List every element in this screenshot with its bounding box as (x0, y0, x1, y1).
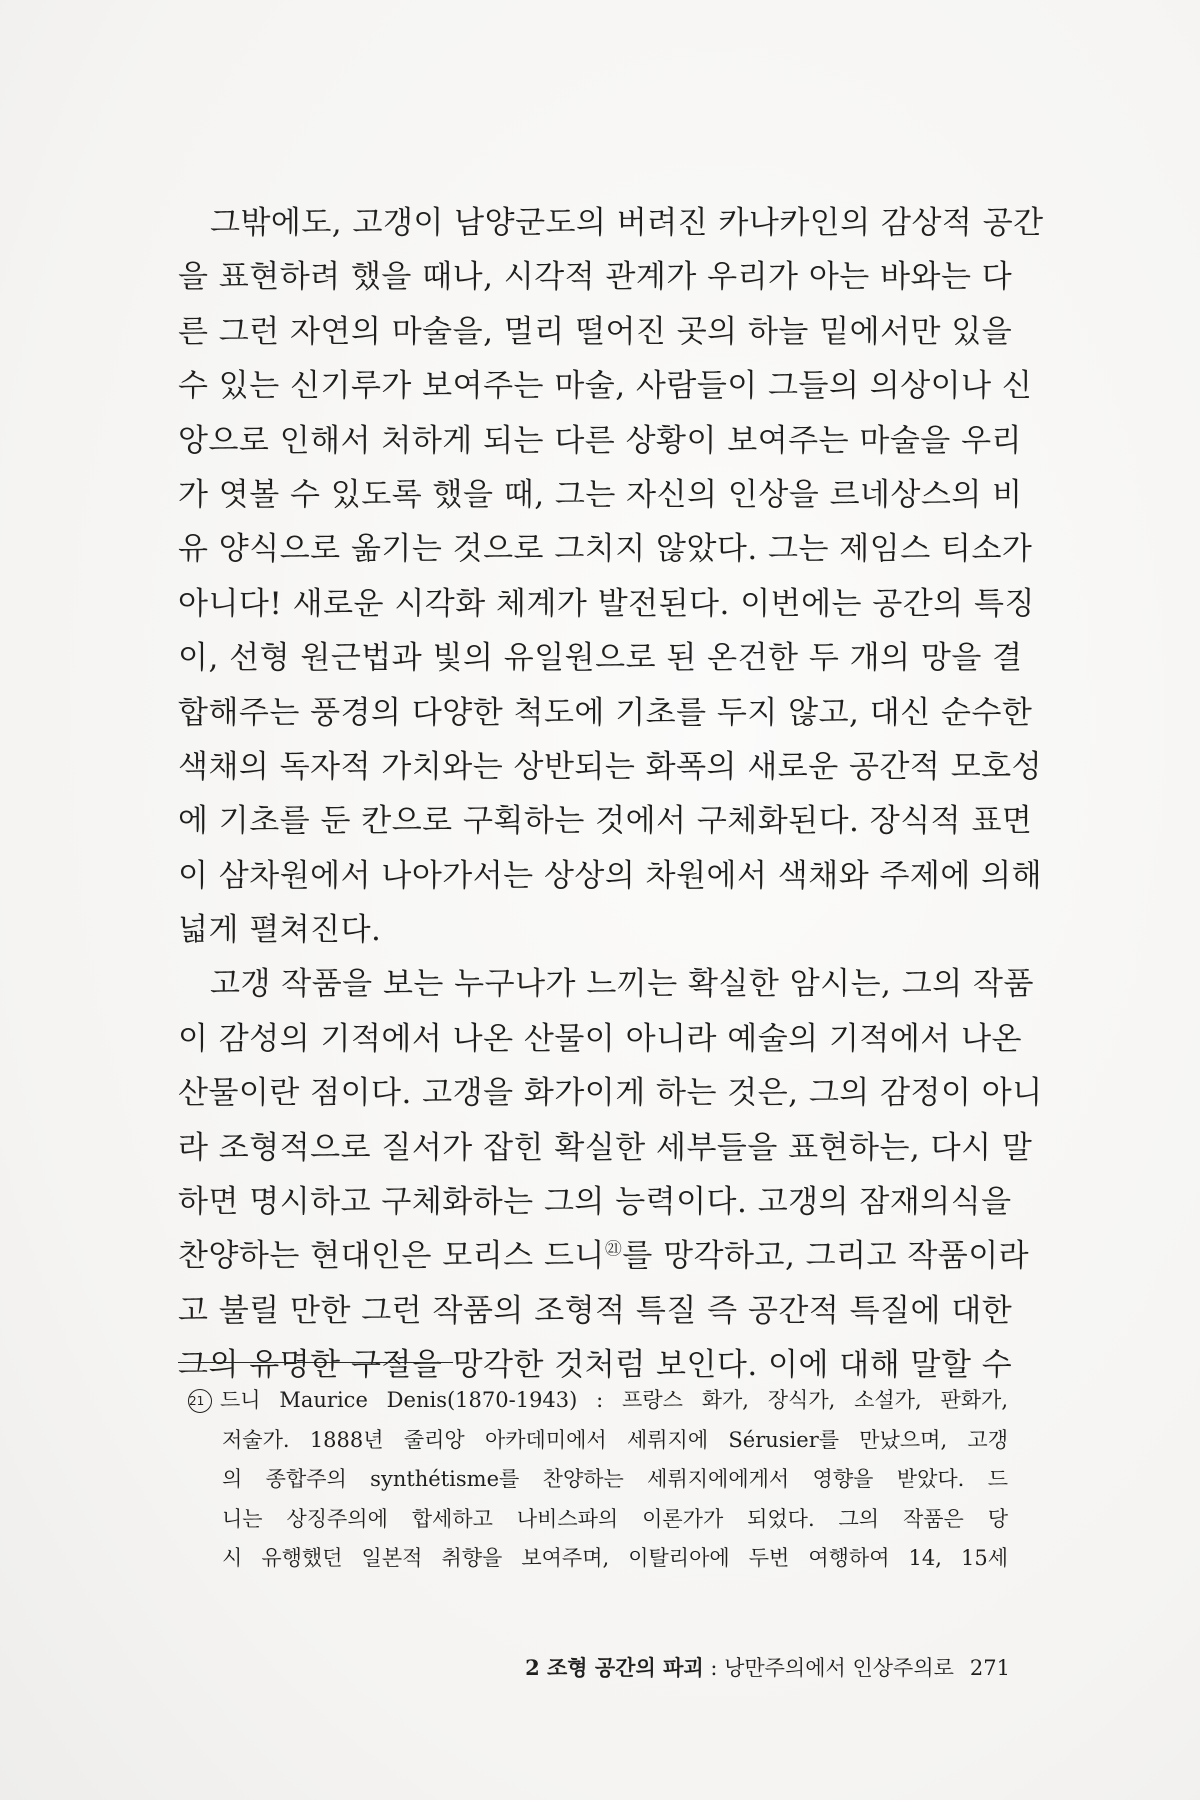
text-line: 에 기초를 둔 칸으로 구획하는 것에서 구체화된다. 장식적 표면 (178, 803, 1033, 840)
text-line: 수 있는 신기루가 보여주는 마술, 사람들이 그들의 의상이나 신 (178, 368, 1033, 405)
footer-separator: : (703, 1656, 725, 1680)
footnote-marker: 21 (188, 1389, 212, 1413)
text-line: 아니다! 새로운 시각화 체계가 발전된다. 이번에는 공간의 특징 (178, 585, 1035, 622)
body-text (178, 196, 1044, 1393)
chapter-title: 2 조형 공간의 파괴 (525, 1655, 704, 1680)
footnote-line: 저술가. 1888년 줄리앙 아카데미에서 세뤼지에 Sérusier를 만났으며, 고갱 (222, 1427, 1008, 1452)
text-line: 앙으로 인해서 처하게 되는 다른 상황이 보여주는 마술을 우리 (178, 422, 1022, 459)
page-number: 271 (969, 1656, 1010, 1680)
footnote-divider (178, 1362, 453, 1363)
paragraph-1 (178, 196, 1044, 957)
text-segment: 를 망각하고, 그리고 작품이라 (622, 1238, 1030, 1275)
text-line: 을 표현하려 했을 때나, 시각적 관계가 우리가 아는 바와는 다 (178, 259, 1013, 296)
text-line: 가 엿볼 수 있도록 했을 때, 그는 자신의 인상을 르네상스의 비 (178, 476, 1023, 513)
text-segment: 찬양하는 현대인은 모리스 드니 (178, 1238, 605, 1275)
footnote (188, 1381, 1008, 1579)
text-line: 고 불릴 만한 그런 작품의 조형적 특질 즉 공간적 특질에 대한 (178, 1292, 1013, 1329)
chapter-subtitle: 낭만주의에서 인상주의로 (724, 1656, 954, 1680)
text-line: 넓게 펼쳐진다. (178, 912, 382, 949)
footnote-text: 드니 Maurice Denis(1870-1943) : 프랑스 화가, 장식가, 소설가, 판화가, (220, 1388, 1008, 1412)
text-line-with-footnote-ref (178, 1229, 1030, 1283)
text-line: 이 삼차원에서 나아가서는 상상의 차원에서 색채와 주제에 의해 (178, 857, 1043, 894)
text-line: 합해주는 풍경의 다양한 척도에 기초를 두지 않고, 대신 순수한 (178, 694, 1033, 731)
footnote-line: 시 유행했던 일본적 취향을 보여주며, 이탈리아에 두번 여행하여 14, 15세 (222, 1546, 1008, 1571)
text-line: 색채의 독자적 가치와는 상반되는 화폭의 새로운 공간적 모호성 (178, 748, 1043, 785)
text-line: 유 양식으로 옮기는 것으로 그치지 않았다. 그는 제임스 티소가 (178, 531, 1033, 568)
paragraph-2 (178, 957, 1043, 1392)
text-line: 하면 명시하고 구체화하는 그의 능력이다. 고갱의 잠재의식을 (178, 1184, 1012, 1221)
text-line: 른 그런 자연의 마술을, 멀리 떨어진 곳의 하늘 밑에서만 있을 (178, 313, 1013, 350)
text-line: 이, 선형 원근법과 빛의 유일원으로 된 온건한 두 개의 망을 결 (178, 640, 1023, 677)
text-line: 이 감성의 기적에서 나온 산물이 아니라 예술의 기적에서 나온 (178, 1020, 1022, 1057)
footnote-reference[interactable]: ㉑ (604, 1240, 623, 1261)
text-line: 고갱 작품을 보는 누구나가 느끼는 확실한 암시는, 그의 작품 (210, 966, 1034, 1003)
text-line: 산물이란 점이다. 고갱을 화가이게 하는 것은, 그의 감정이 아니 (178, 1075, 1043, 1112)
text-line: 라 조형적으로 질서가 잡힌 확실한 세부들을 표현하는, 다시 말 (178, 1129, 1033, 1166)
footnote-line: 의 종합주의 synthétisme를 찬양하는 세뤼지에에게서 영향을 받았다. 드 (222, 1467, 1008, 1492)
running-footer (430, 1652, 1010, 1682)
text-line: 그밖에도, 고갱이 남양군도의 버려진 카나카인의 감상적 공간 (210, 205, 1044, 241)
footnote-line: 니는 상징주의에 합세하고 나비스파의 이론가가 되었다. 그의 작품은 당 (222, 1506, 1008, 1531)
footnote-line (188, 1381, 1008, 1421)
text-line: 그의 유명한 구절을 망각한 것처럼 보인다. 이에 대해 말할 수 (178, 1347, 1013, 1384)
